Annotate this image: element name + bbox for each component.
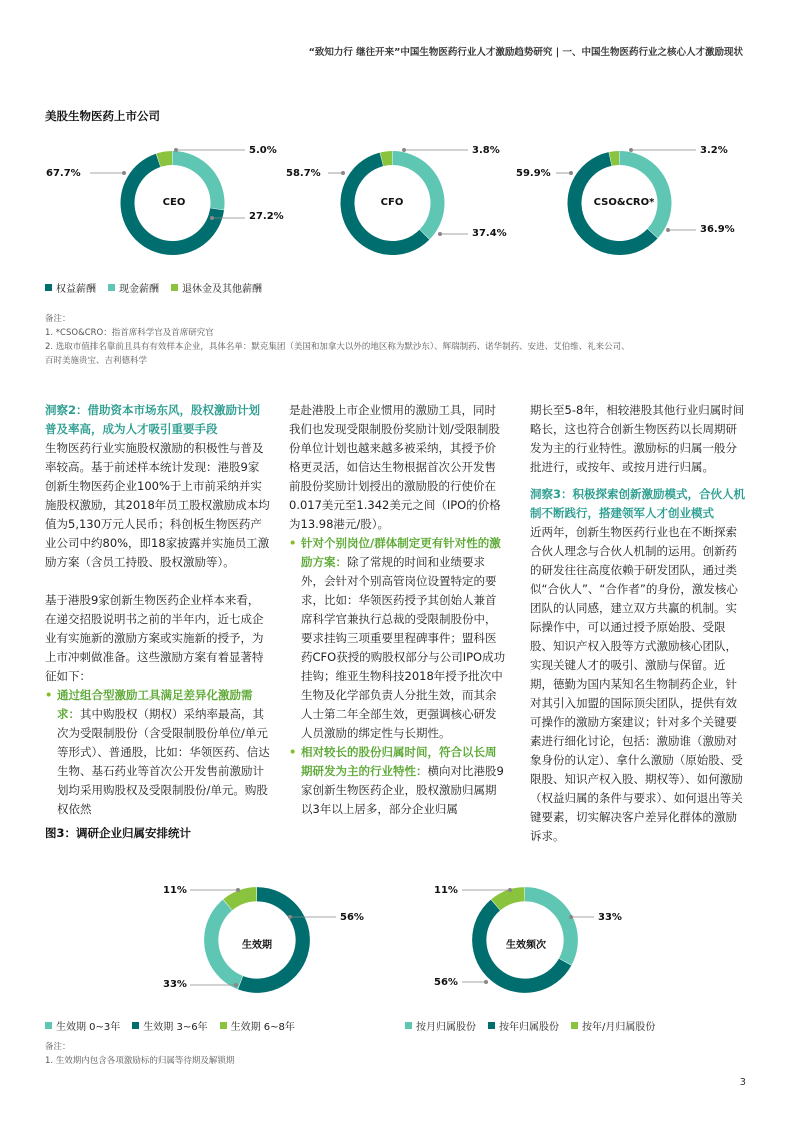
chart-center-label-cso-cro: CSO&CRO* [593, 197, 655, 208]
paragraph: 期长至5-8年，相较港股其他行业归属时间略长，这也符合创新生物医药以长周期研发为主的行业特性。激励标的归属一般分批进行，或按年、或按月进行归属。 [530, 403, 745, 474]
data-label-cfo-equity: 58.7% [286, 168, 321, 179]
section-title: 美股生物医药上市公司 [45, 109, 160, 123]
legend-compensation [45, 280, 262, 295]
bullet-item: • 针对个别岗位/群体制定更有针对性的激励方案：除了常规的时间和业绩要求外，会针对个别高管岗位设置特定的要求，比如：华领医药授予其创始人兼首席科学官兼执行总裁的受限制股份中，要求挂钩三项重要里程碑事件；盟科医药CFO获授的购股权部分与公司IPO成功挂钩；维亚生物科技2018年授予批次中生物及化学部负责人分批生效，而其余人士第二年全部生效，更强调核心研发人员激励的绑定性与长期性。 [289, 534, 507, 743]
page-header: “致知力行 继往开来”中国生物医药行业人才激励趋势研究 | 一、中国生物医药行业之核心人才激励现状 [308, 47, 743, 58]
data-label-vf-yearly: 56% [434, 977, 458, 988]
figure-3-title: 图3：调研企业归属安排统计 [45, 826, 192, 840]
data-label-cso-pension: 3.2% [700, 145, 728, 156]
data-label-vp-6-8: 11% [163, 885, 187, 896]
data-label-cfo-cash: 37.4% [472, 228, 507, 239]
data-label-cso-equity: 59.9% [516, 168, 551, 179]
bullet-item: • 相对较长的股份归属时间，符合以长周期研发为主的行业特性：横向对比港股9家创新生物医药企业，股权激励归属期以3年以上居多，部分企业归属 [289, 743, 507, 819]
leader-lines-fig3 [0, 870, 793, 1010]
text-column-3 [530, 401, 748, 846]
notes-block-1: 备注： 1. *CSO&CRO：指首席科学官及首席研究官 2. 选取市值排名靠前且具有有效样本企业，具体名单：默克集团（美国和加拿大以外的地区称为默沙东）、辉瑞制药、诺华制药、安进、艾伯维、礼来公司、 百时美施贵宝、吉利德科学 [45, 314, 630, 366]
paragraph: 基于港股9家创新生物医药企业样本来看，在递交招股说明书之前的半年内，近七成企业有实施新的激励方案或实施新的授予，为上市冲刺做准备。这些激励方案有着显著特征如下： [45, 593, 264, 683]
legend-item-pension: 退休金及其他薪酬 [171, 280, 262, 295]
data-label-cso-cash: 36.9% [700, 224, 735, 235]
legend-item-mixed: 按年/月归属股份 [571, 1018, 655, 1033]
legend-item-equity: 权益薪酬 [45, 280, 96, 295]
legend-item-3-6: 生效期 3~6年 [132, 1018, 207, 1033]
insight-3-heading: 洞察3：积极探索创新激励模式，合伙人机制不断践行，搭建领军人才创业模式 [530, 487, 745, 520]
notes-block-2: 备注： 1. 生效期内包含各项激励标的归属等待期及解锁期 [45, 1042, 235, 1066]
chart-center-label-cfo: CFO [380, 197, 404, 208]
paragraph: 是赴港股上市企业惯用的激励工具，同时我们也发现受限制股份奖励计划/受限制股份单位计划也越来越多被采纳，其授予价格更灵活，如信达生物根据首次公开发售前股份奖励计划授出的激励股的行使价在0.017美元至1.342美元之间（IPO的价格为13.98港元/股）。 [289, 403, 501, 531]
data-label-cfo-pension: 3.8% [472, 145, 500, 156]
legend-vesting-period [45, 1018, 295, 1033]
data-label-vf-monthly: 33% [598, 912, 622, 923]
data-label-ceo-equity: 67.7% [46, 168, 81, 179]
data-label-ceo-pension: 5.0% [249, 145, 277, 156]
paragraph: 生物医药行业实施股权激励的积极性与普及率较高。基于前述样本统计发现：港股9家创新生物医药企业100%于上市前采纳并实施股权激励，其2018年员工股权激励成本均值为5,130万元人民币；科创板生物医药产业公司中约80%，即18家披露并实施员工激励方案（含员工持股、股权激励等）。 [45, 441, 270, 569]
paragraph: 近两年，创新生物医药行业也在不断探索合伙人理念与合伙人机制的运用。创新药的研发往往高度依赖于研发团队，通过类似“合伙人”、“合作者”的身份，激发核心团队的认同感，建立双方共赢的机制。实际操作中，可以通过授予原始股、受限股、知识产权入股等方式激励核心团队，实现关键人才的吸引、激励与保留。近期，德勤为国内某知名生物制药企业，针对其引入加盟的国际顶尖团队，提供有效可操作的激励方案建议；针对多个关键要素进行细化讨论，包括：激励谁（激励对象身份的认定）、拿什么激励（原始股、受限股、知识产权入股、期权等）、如何激励（权益归属的条件与要求）、如何退出等关键要素，切实解决客户差异化群体的激励诉求。 [530, 525, 743, 843]
legend-item-yearly: 按年归属股份 [488, 1018, 559, 1033]
data-label-ceo-cash: 27.2% [249, 211, 284, 222]
page-number: 3 [739, 1077, 746, 1088]
data-label-vf-mixed: 11% [434, 885, 458, 896]
legend-item-0-3: 生效期 0~3年 [45, 1018, 120, 1033]
arc-cash [620, 151, 672, 238]
chart-center-label-vesting-frequency: 生效频次 [506, 940, 546, 951]
chart-center-label-vesting-period: 生效期 [242, 940, 272, 951]
arc-cash [393, 151, 445, 239]
insight-2-heading: 洞察2：借助资本市场东风，股权激励计划普及率高，成为人才吸引重要手段 [45, 403, 260, 436]
text-column-2 [289, 401, 507, 819]
data-label-vp-3-6: 56% [340, 912, 364, 923]
legend-item-cash: 现金薪酬 [108, 280, 159, 295]
data-label-vp-0-3: 33% [163, 979, 187, 990]
legend-vesting-frequency [405, 1018, 655, 1033]
bullet-item: • 通过组合型激励工具满足差异化激励需求：其中购股权（期权）采纳率最高，其次为受限制股份（含受限制股份单位/单元等形式）、普通股，比如：华领医药、信达生物、基石药业等首次公开发售前激励计划均采用购股权及受限制股份/单元。购股权依然 [45, 686, 270, 819]
legend-item-monthly: 按月归属股份 [405, 1018, 476, 1033]
legend-item-6-8: 生效期 6~8年 [220, 1018, 295, 1033]
chart-center-label-ceo: CEO [162, 197, 186, 208]
text-column-1 [45, 401, 270, 819]
